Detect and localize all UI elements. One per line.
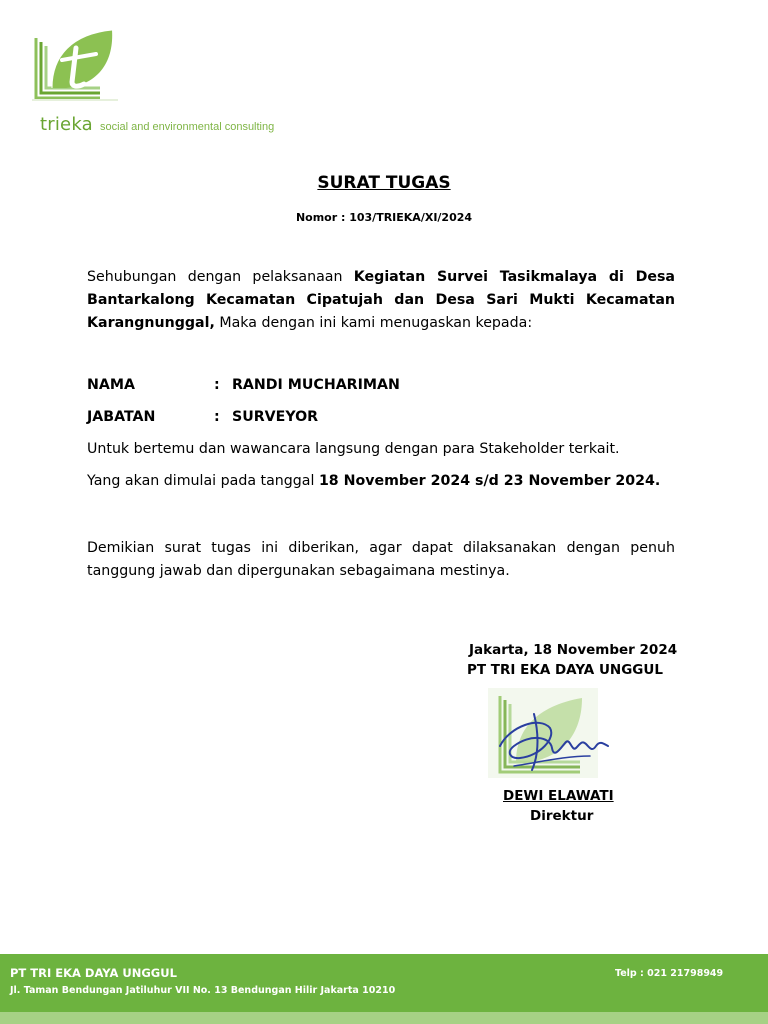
signature-company: PT TRI EKA DAYA UNGGUL [467,662,663,678]
document-title: SURAT TUGAS [317,173,451,193]
purpose-text: Untuk bertemu dan wawancara langsung dengan para Stakeholder terkait. [87,441,620,457]
intro-paragraph [87,266,675,335]
company-logo [22,26,322,136]
signature-icon [470,686,680,786]
schedule-line [87,473,660,489]
document-number: Nomor : 103/TRIEKA/XI/2024 [295,211,473,224]
signature-stamp [470,686,680,786]
logo-brand: trieka [40,114,93,135]
schedule-prefix: Yang akan dimulai pada tanggal [87,473,319,489]
intro-text-2: Maka dengan ini kami menugaskan kepada: [214,315,533,331]
field-value: SURVEYOR [232,409,319,425]
field-separator: : [214,377,220,393]
place-date: Jakarta, 18 November 2024 [469,642,678,658]
field-label: NAMA [87,377,135,393]
trieka-logo-icon [22,26,132,106]
field-label: JABATAN [87,409,156,425]
footer-address: Jl. Taman Bendungan Jatiluhur VII No. 13 Bendungan Hilir Jakarta 10210 [10,985,396,996]
signatory-name: DEWI ELAWATI [503,788,614,804]
field-separator: : [214,409,220,425]
intro-text-1: Sehubungan dengan pelaksanaan [87,269,354,285]
closing-paragraph: Demikian surat tugas ini diberikan, agar dapat dilaksanakan dengan penuh tanggung jawab dan dipergunakan sebagaimana mestinya. [87,540,675,579]
logo-tagline: social and environmental consulting [99,121,275,133]
schedule-dates: 18 November 2024 s/d 23 November 2024. [318,473,661,489]
signatory-position: Direktur [530,808,594,824]
footer-phone: Telp : 021 21798949 [615,968,724,979]
footer-bar [0,954,768,1014]
field-value: RANDI MUCHARIMAN [232,377,400,393]
logo-wordmark [40,114,274,135]
footer-company: PT TRI EKA DAYA UNGGUL [10,966,177,980]
footer-accent-strip [0,1012,768,1024]
intro-activity: Kegiatan Survei Tasikmalaya di Desa Bantarkalong Kecamatan Cipatujah dan Desa Sari Mukti Kecamatan Karangnunggal, [87,269,675,331]
